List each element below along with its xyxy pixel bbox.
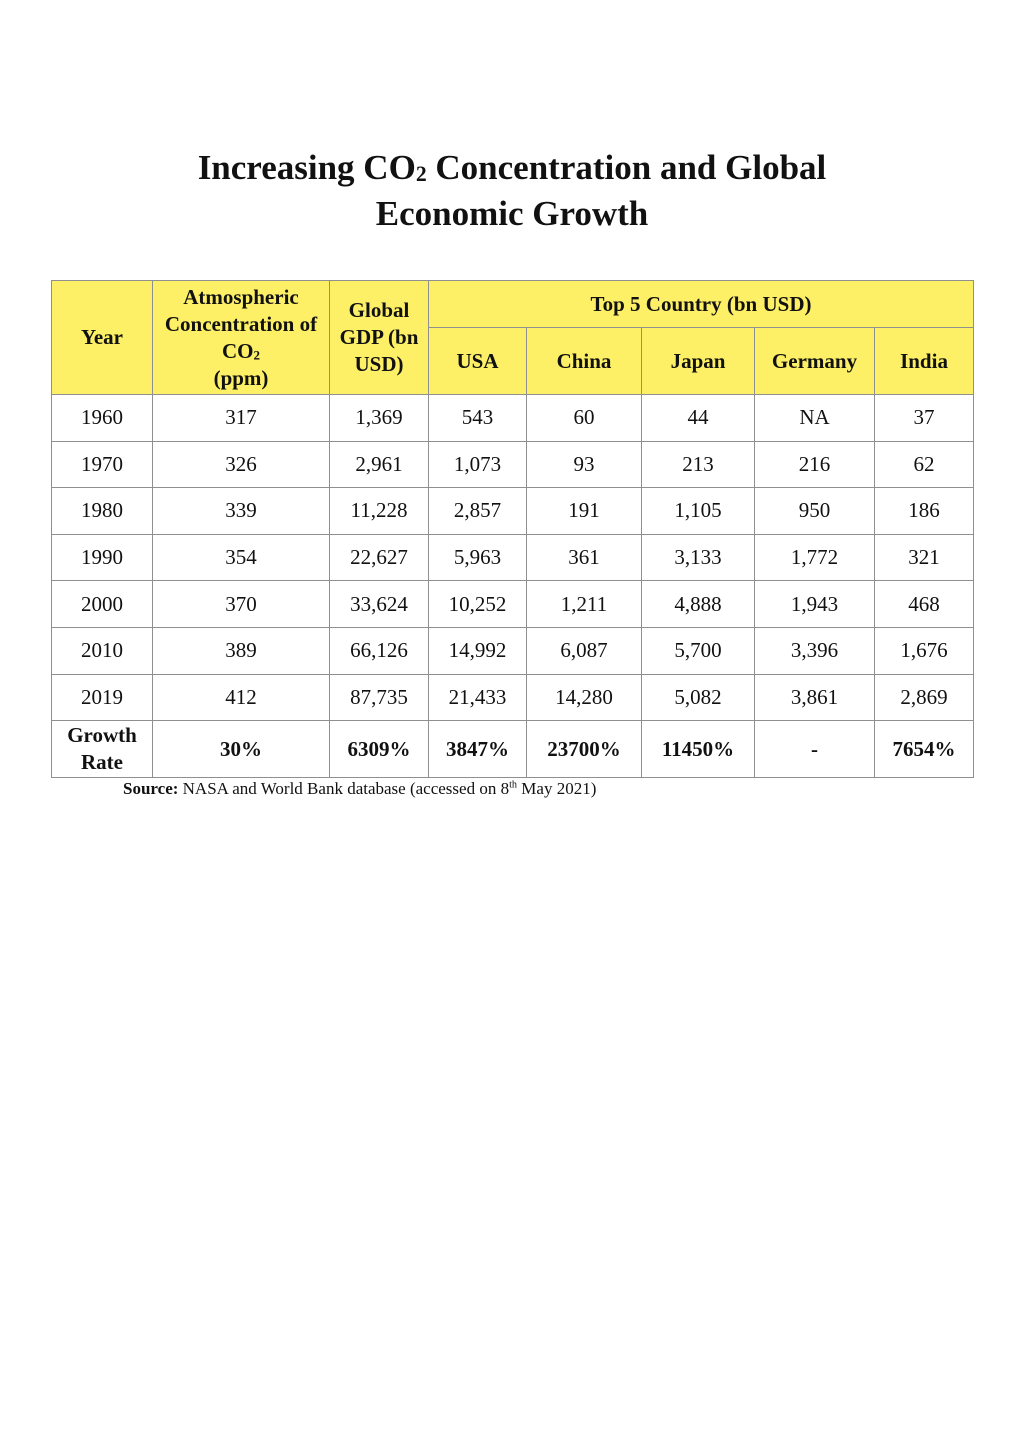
header-country: Germany <box>755 328 875 395</box>
page-title-line2: Economic Growth <box>375 194 649 234</box>
value-cell: 950 <box>755 488 875 535</box>
header-gdp: Global GDP (bn USD) <box>330 281 429 395</box>
value-cell: 1,943 <box>755 581 875 628</box>
value-cell: 10,252 <box>429 581 527 628</box>
year-cell: 2000 <box>52 581 153 628</box>
value-cell: 3,861 <box>755 674 875 721</box>
value-cell: 2,869 <box>875 674 974 721</box>
value-cell: 412 <box>153 674 330 721</box>
value-cell: 317 <box>153 395 330 442</box>
value-cell: 216 <box>755 441 875 488</box>
table-row <box>52 488 974 535</box>
value-cell: 354 <box>153 534 330 581</box>
value-cell: 1,772 <box>755 534 875 581</box>
growth-rate-cell: 7654% <box>875 721 974 778</box>
co2-gdp-table <box>51 280 974 778</box>
value-cell: 62 <box>875 441 974 488</box>
growth-rate-cell: 6309% <box>330 721 429 778</box>
value-cell: 11,228 <box>330 488 429 535</box>
header-year: Year <box>52 281 153 395</box>
page-title: Increasing $CO_2$ Concentration and Global Economic Growth <box>0 145 1024 237</box>
header-country: Japan <box>642 328 755 395</box>
value-cell: 14,280 <box>527 674 642 721</box>
year-cell: 2010 <box>52 627 153 674</box>
header-country: USA <box>429 328 527 395</box>
value-cell: 370 <box>153 581 330 628</box>
value-cell: 468 <box>875 581 974 628</box>
value-cell: 1,073 <box>429 441 527 488</box>
table-row <box>52 674 974 721</box>
value-cell: 4,888 <box>642 581 755 628</box>
value-cell: 3,396 <box>755 627 875 674</box>
year-cell: 1980 <box>52 488 153 535</box>
growth-rate-cell: 23700% <box>527 721 642 778</box>
value-cell: 33,624 <box>330 581 429 628</box>
growth-rate-row <box>52 721 974 778</box>
year-cell: 1970 <box>52 441 153 488</box>
year-cell: 1990 <box>52 534 153 581</box>
value-cell: 2,857 <box>429 488 527 535</box>
value-cell: 5,082 <box>642 674 755 721</box>
source-note: Source: NASA and World Bank database (accessed on 8th May 2021) <box>123 779 597 798</box>
growth-rate-cell: 30% <box>153 721 330 778</box>
value-cell: 44 <box>642 395 755 442</box>
value-cell: 37 <box>875 395 974 442</box>
table-row <box>52 395 974 442</box>
value-cell: 21,433 <box>429 674 527 721</box>
growth-rate-cell: - <box>755 721 875 778</box>
value-cell: 339 <box>153 488 330 535</box>
value-cell: 87,735 <box>330 674 429 721</box>
value-cell: 1,676 <box>875 627 974 674</box>
value-cell: 191 <box>527 488 642 535</box>
header-top5: Top 5 Country (bn USD) <box>429 281 974 328</box>
value-cell: 186 <box>875 488 974 535</box>
value-cell: 326 <box>153 441 330 488</box>
value-cell: 5,700 <box>642 627 755 674</box>
value-cell: 213 <box>642 441 755 488</box>
value-cell: 66,126 <box>330 627 429 674</box>
value-cell: 3,133 <box>642 534 755 581</box>
growth-rate-cell: 3847% <box>429 721 527 778</box>
header-country: China <box>527 328 642 395</box>
header-country: India <box>875 328 974 395</box>
table-row <box>52 627 974 674</box>
value-cell: 389 <box>153 627 330 674</box>
year-cell: 1960 <box>52 395 153 442</box>
value-cell: 543 <box>429 395 527 442</box>
header-co2: Atmospheric Concentration of $CO_2$ (ppm) <box>153 281 330 395</box>
table-row <box>52 581 974 628</box>
value-cell: 5,963 <box>429 534 527 581</box>
value-cell: 6,087 <box>527 627 642 674</box>
table-row <box>52 534 974 581</box>
value-cell: 1,211 <box>527 581 642 628</box>
value-cell: 1,369 <box>330 395 429 442</box>
value-cell: 2,961 <box>330 441 429 488</box>
value-cell: 93 <box>527 441 642 488</box>
value-cell: 321 <box>875 534 974 581</box>
value-cell: 1,105 <box>642 488 755 535</box>
year-cell: 2019 <box>52 674 153 721</box>
value-cell: 361 <box>527 534 642 581</box>
value-cell: 60 <box>527 395 642 442</box>
table-row <box>52 441 974 488</box>
growth-rate-label: Growth Rate <box>52 721 153 778</box>
value-cell: NA <box>755 395 875 442</box>
value-cell: 14,992 <box>429 627 527 674</box>
growth-rate-cell: 11450% <box>642 721 755 778</box>
value-cell: 22,627 <box>330 534 429 581</box>
